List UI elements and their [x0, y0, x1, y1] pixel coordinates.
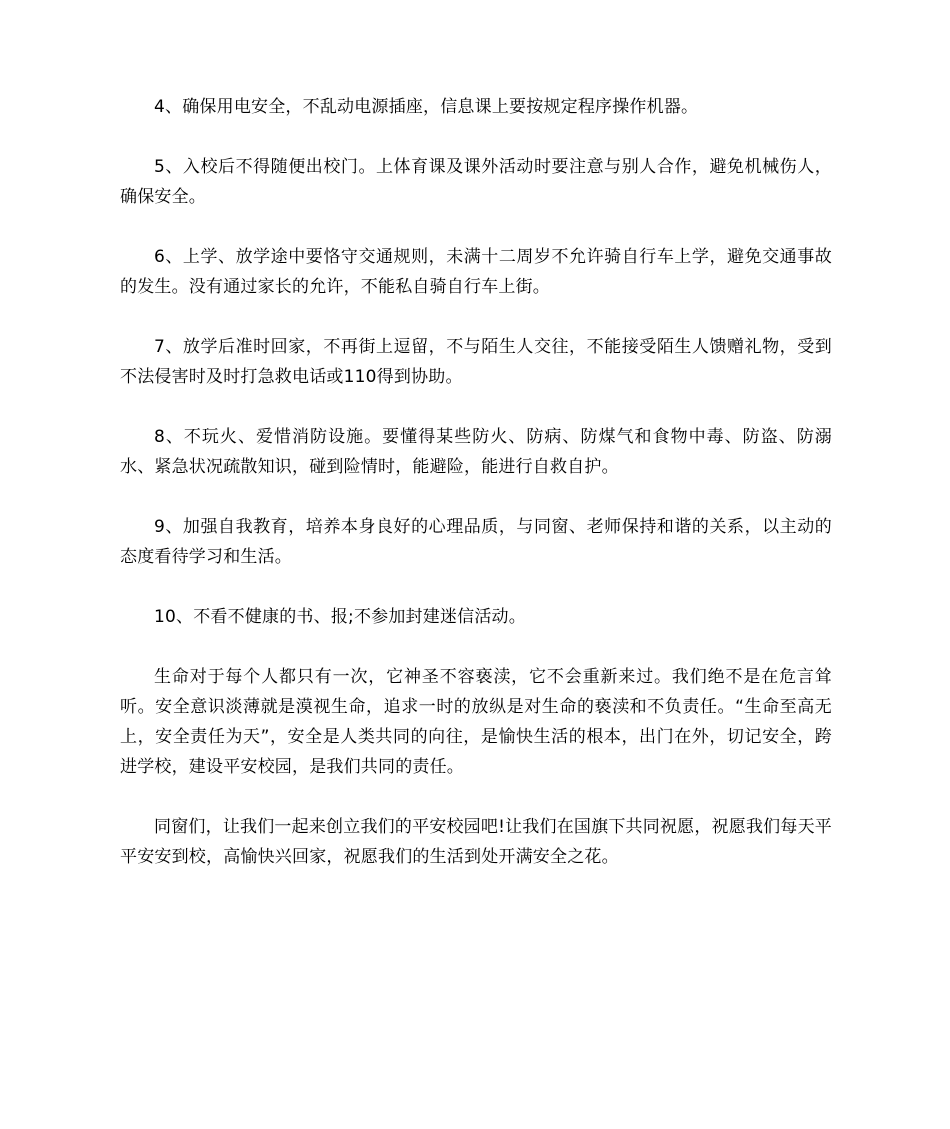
- paragraph-rule-4: 4、确保用电安全，不乱动电源插座，信息课上要按规定程序操作机器。: [154, 97, 699, 117]
- paragraph-rule-10: 10、不看不健康的书、报;不参加封建迷信活动。: [154, 607, 526, 627]
- paragraph-rule-5: 5、入校后不得随便出校门。上体育课及课外活动时要注意与别人合作，避免机械伤人，确保安全。: [120, 157, 832, 207]
- paragraph-rule-9: 9、加强自我教育，培养本身良好的心理品质，与同窗、老师保持和谐的关系，以主动的态度看待学习和生活。: [120, 517, 832, 567]
- paragraph-closing: 同窗们，让我们一起来创立我们的平安校园吧!让我们在国旗下共同祝愿，祝愿我们每天平平安安到校，高愉快兴回家，祝愿我们的生活到处开满安全之花。: [120, 817, 832, 867]
- paragraph-life-safety: 生命对于每个人都只有一次，它神圣不容亵渎，它不会重新来过。我们绝不是在危言耸听。安全意识淡薄就是漠视生命，追求一时的放纵是对生命的亵渎和不负责任。“生命至高无上，安全责任为天”，安全是人类共同的向往，是愉快生活的根本，出门在外，切记安全，跨进学校，建设平安校园，是我们共同的责任。: [120, 667, 832, 777]
- paragraph-rule-8: 8、不玩火、爱惜消防设施。要懂得某些防火、防病、防煤气和食物中毒、防盗、防溺水、紧急状况疏散知识，碰到险情时，能避险，能进行自救自护。: [120, 427, 832, 477]
- paragraph-rule-7: 7、放学后准时回家，不再街上逗留，不与陌生人交往，不能接受陌生人馈赠礼物，受到不法侵害时及时打急救电话或110得到协助。: [120, 337, 832, 387]
- paragraph-rule-6: 6、上学、放学途中要恪守交通规则，未满十二周岁不允许骑自行车上学，避免交通事故的发生。没有通过家长的允许，不能私自骑自行车上街。: [120, 247, 832, 297]
